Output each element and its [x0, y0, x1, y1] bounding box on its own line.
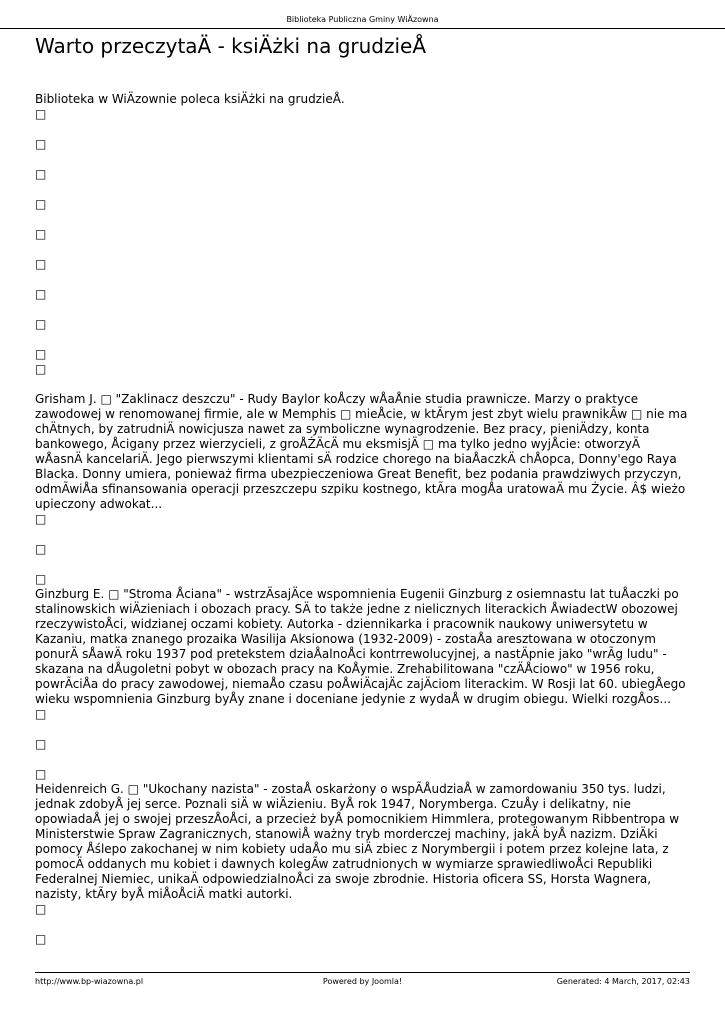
empty-box-glyph: □ [35, 137, 47, 151]
empty-box-glyph: □ [35, 932, 47, 946]
empty-box-glyph: □ [35, 902, 47, 916]
footer-powered-by: Powered by Joomla! [322, 977, 403, 986]
empty-box-glyph: □ [35, 227, 47, 241]
empty-box-glyph: □ [35, 707, 47, 721]
empty-box-glyph: □ [35, 362, 47, 376]
book-review-ginzburg: Ginzburg E. □ "Stroma Åciana" - wstrzÄsajÄce wspomnienia Eugenii Ginzburg z osiemnastu lat tuÅaczki po stalinowskich wiÄzieniach i obozach pracy. SÄ to także jedne z nielicznych literackich ÅwiadectW obozowej rzeczywistoÅci, widzianej oczami kobiety. Autorka - dziennikarka i pracownik naukowy uniwersytetu w Kazaniu, matka znanego prozaika Wasilija Aksionowa (1932-2009) - zostaÅa aresztowana w otoczonym ponurÄ sÅawÄ roku 1937 pod pretekstem dziaÅalnoÅci kontrrewolucyjnej, a nastÄpnie jako "wrÃg ludu" - skazana na dÅugoletni pobyt w obozach pracy na KoÅymie. Zrehabilitowana "czÄÅciowo" w 1956 roku, powrÃciÅa do pracy zawodowej, niemaÅo czasu poÅwiÄcajÄc zajÄciom literackim. W Rosji lat 60. ubiegÅego wieku wspomnienia Ginzburg byÅy znane i doceniane jedynie z wydaÅ w drugim obiegu. Wielki rozgÅos... [35, 587, 686, 706]
footer-generated-date: Generated: 4 March, 2017, 02:43 [556, 977, 690, 986]
empty-box-glyph: □ [35, 347, 47, 361]
empty-box-glyph: □ [35, 317, 47, 331]
empty-box-glyph: □ [35, 737, 47, 751]
empty-box-glyph: □ [35, 167, 47, 181]
empty-box-glyph: □ [35, 512, 47, 526]
page-footer [35, 972, 690, 993]
empty-box-glyph: □ [35, 572, 47, 586]
site-title: Biblioteka Publiczna Gminy WiÄzowna [286, 15, 439, 24]
book-review-heidenreich: Heidenreich G. □ "Ukochany nazista" - zostaÅ oskarżony o wspÃÅudziaÅ w zamordowaniu 350 tys. ludzi, jednak zdobyÅ jej serce. Poznali siÄ w wiÄzieniu. ByÅ rok 1947, Norymberga. CzuÅy i delikatny, nie opowiadaÅ jej o swojej przeszÅoÅci, a przecież byÅ pomocnikiem Himmlera, protegowanym Ribbentropa w Ministerstwie Spraw Zagranicznych, stanowiÅ ważny tryb morderczej machiny, jakÄ byÅ nazizm. DziÄki pomocy Åślepo zakochanej w nim kobiety udaÅo mu siÄ zbiec z Norymbergii i potem przez kolejne lata, z pomocÄ oddanych mu kobiet i dawnych kolegÃw zatrudnionych w wymiarze sprawiedliwoÅci Republiki Federalnej Niemiec, unikaÄ odpowiedzialnoÅci za swoje zbrodnie. Historia oficera SS, Horsta Wagnera, nazisty, ktÃry byÅ miÅoÅciÄ matki autorki. [35, 782, 680, 901]
empty-box-glyph: □ [35, 257, 47, 271]
article-intro: Biblioteka w WiÄzownie poleca ksiÄżki na grudzieÅ. [35, 92, 345, 106]
footer-url-link[interactable]: http://www.bp-wiazowna.pl [35, 977, 144, 986]
empty-box-glyph: □ [35, 767, 47, 781]
page-title: Warto przeczytaÄ - ksiÄżki na grudzieÅ [35, 34, 427, 58]
empty-box-glyph: □ [35, 287, 47, 301]
empty-box-glyph: □ [35, 542, 47, 556]
empty-box-glyph: □ [35, 107, 47, 121]
article-body [35, 92, 690, 947]
book-review-grisham: Grisham J. □ "Zaklinacz deszczu" - Rudy Baylor koÅczy wÅaÅnie studia prawnicze. Marzy o praktyce zawodowej w renomowanej firmie, ale w Memphis □ mieÅcie, w ktÃrym jest zbyt wielu prawnikÃw □ nie ma chÄtnych, by zatrudniÄ nowicjusza nawet za symboliczne wynagrodzenie. Bez pracy, pieniÄdzy, konta bankowego, Åcigany przez wierzycieli, z groÅŹÄcÄ mu eksmisjÄ □ ma tylko jedno wyjÅcie: otworzyÄ wÅasnÄ kancelariÄ. Jego pierwszymi klientami sÄ rodzice chorego na biaÅaczkÄ chÅopca, Donny'ego Raya Blacka. Donny umiera, ponieważ firma ubezpieczeniowa Great Benefit, bez podania prawdziwych przyczyn, odmÃwiÅa sfinansowania operacji przeszczepu szpiku kostnego, ktÃra mogÅa uratowaÄ mu Życie. Â$ wieżo upieczony adwokat... [35, 392, 688, 511]
empty-box-glyph: □ [35, 197, 47, 211]
page-header [0, 0, 725, 29]
